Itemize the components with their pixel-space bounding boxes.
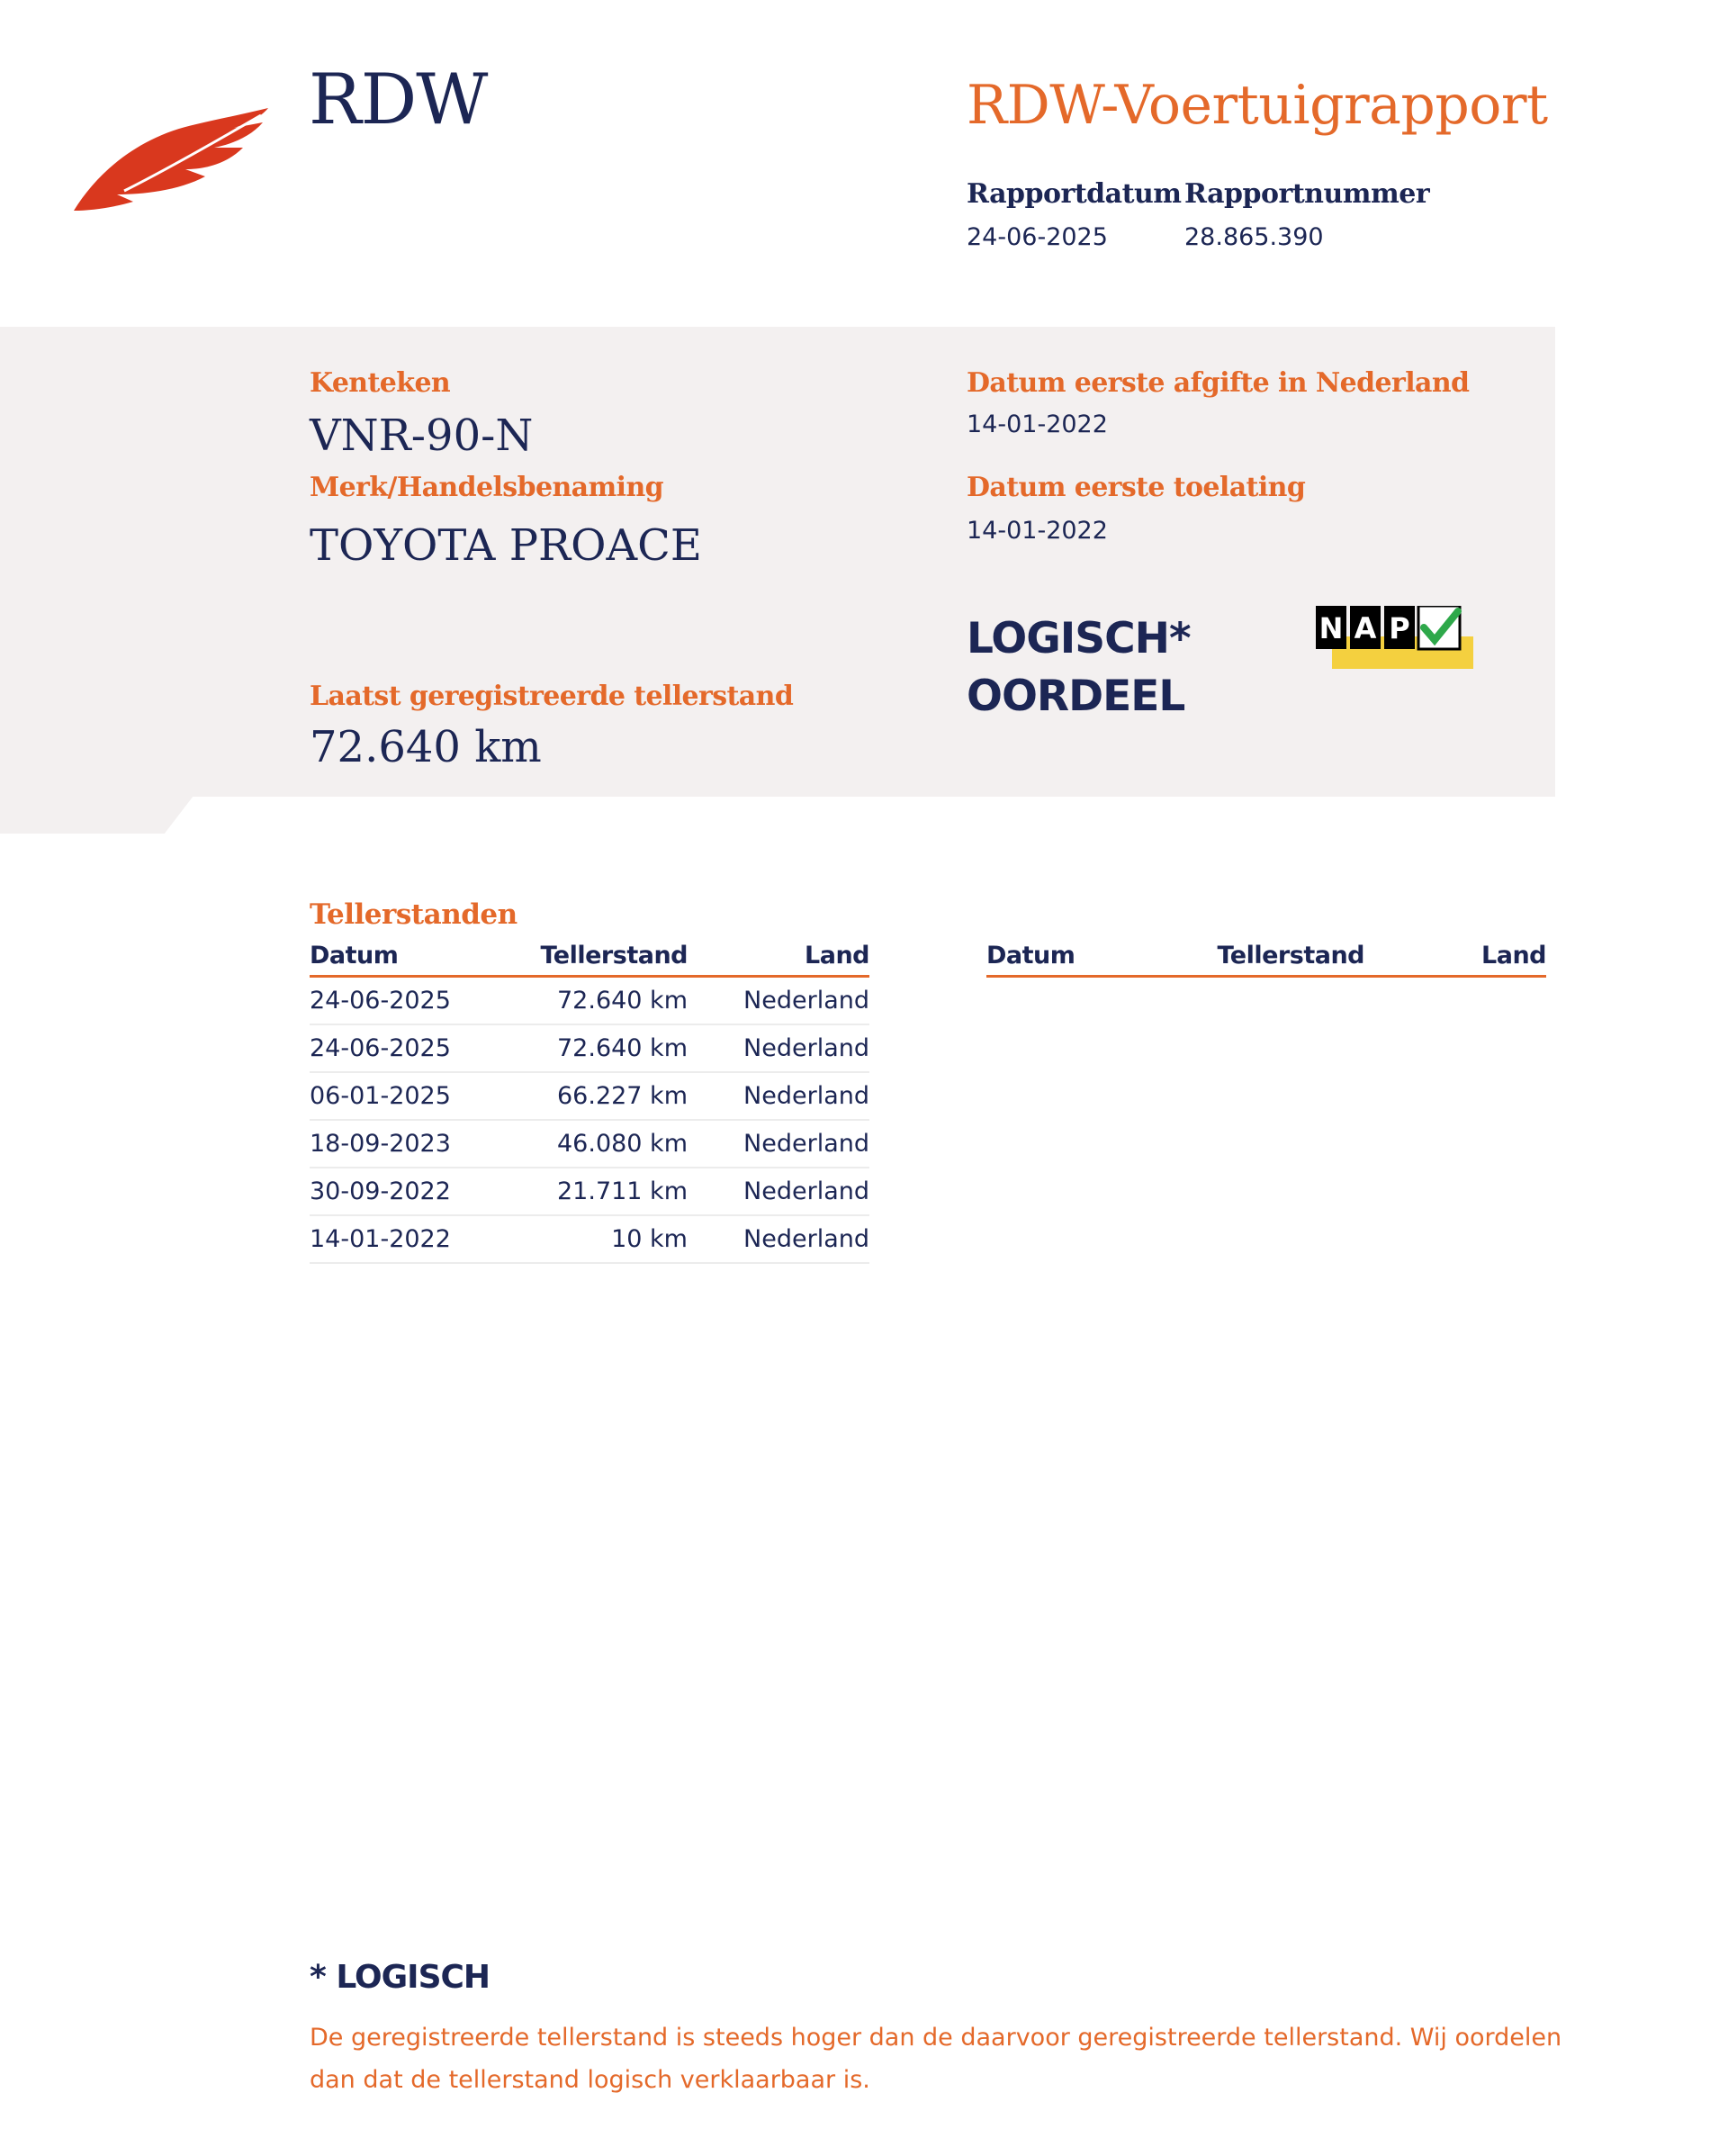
verdict-line2: OORDEEL bbox=[967, 672, 1185, 721]
row-land: Nederland bbox=[688, 977, 869, 1025]
row-land: Nederland bbox=[688, 1215, 869, 1263]
kenteken-label: Kenteken bbox=[310, 367, 451, 399]
report-number-value: 28.865.390 bbox=[1184, 223, 1324, 251]
header-tellerstand: Tellerstand bbox=[1166, 942, 1364, 977]
table-header-row bbox=[310, 942, 869, 977]
row-tellerstand: 66.227 km bbox=[490, 1072, 688, 1120]
afgifte-label: Datum eerste afgifte in Nederland bbox=[967, 367, 1470, 399]
row-land: Nederland bbox=[688, 1168, 869, 1215]
report-title: RDW-Voertuigrapport bbox=[967, 74, 1548, 137]
header-land: Land bbox=[688, 942, 869, 977]
row-tellerstand: 10 km bbox=[490, 1215, 688, 1263]
table-row bbox=[310, 1024, 869, 1072]
table-row bbox=[310, 1072, 869, 1120]
report-number-label: Rapportnummer bbox=[1184, 178, 1430, 210]
row-datum: 24-06-2025 bbox=[310, 1024, 490, 1072]
row-tellerstand: 72.640 km bbox=[490, 977, 688, 1025]
verdict-line1: LOGISCH* bbox=[967, 614, 1191, 663]
row-datum: 30-09-2022 bbox=[310, 1168, 490, 1215]
nap-badge-icon bbox=[1316, 606, 1473, 669]
rdw-logo-icon bbox=[70, 101, 274, 214]
row-datum: 14-01-2022 bbox=[310, 1215, 490, 1263]
row-tellerstand: 21.711 km bbox=[490, 1168, 688, 1215]
tellerstand-value: 72.640 km bbox=[310, 722, 542, 772]
row-tellerstand: 72.640 km bbox=[490, 1024, 688, 1072]
toelating-label: Datum eerste toelating bbox=[967, 472, 1306, 503]
toelating-value: 14-01-2022 bbox=[967, 517, 1108, 545]
tellerstanden-table-right bbox=[986, 942, 1546, 978]
header-land: Land bbox=[1364, 942, 1546, 977]
kenteken-value: VNR-90-N bbox=[310, 410, 534, 461]
tellerstanden-title: Tellerstanden bbox=[310, 898, 518, 931]
table-row bbox=[310, 1120, 869, 1168]
row-datum: 18-09-2023 bbox=[310, 1120, 490, 1168]
merk-value: TOYOTA PROACE bbox=[310, 520, 702, 571]
footnote-text: De geregistreerde tellerstand is steeds hoger dan de daarvoor geregistreerde tellerstand. Wij oordelen dan dat de tellerstand logisch verklaarbaar is. bbox=[310, 2024, 1562, 2094]
table-row bbox=[310, 1215, 869, 1263]
footnote-title: * LOGISCH bbox=[310, 1959, 490, 1996]
nap-letter-a: A bbox=[1354, 611, 1377, 645]
row-datum: 06-01-2025 bbox=[310, 1072, 490, 1120]
row-tellerstand: 46.080 km bbox=[490, 1120, 688, 1168]
merk-label: Merk/Handelsbenaming bbox=[310, 472, 664, 503]
row-datum: 24-06-2025 bbox=[310, 977, 490, 1025]
afgifte-value: 14-01-2022 bbox=[967, 410, 1108, 438]
brand-name: RDW bbox=[309, 59, 488, 140]
tellerstand-label: Laatst geregistreerde tellerstand bbox=[310, 681, 794, 712]
row-land: Nederland bbox=[688, 1024, 869, 1072]
table-header-row bbox=[986, 942, 1546, 977]
row-land: Nederland bbox=[688, 1072, 869, 1120]
header-tellerstand: Tellerstand bbox=[490, 942, 688, 977]
nap-letter-p: P bbox=[1389, 611, 1410, 645]
table-row bbox=[310, 1168, 869, 1215]
row-land: Nederland bbox=[688, 1120, 869, 1168]
header-datum: Datum bbox=[986, 942, 1166, 977]
tellerstanden-table-left bbox=[310, 942, 869, 1264]
panel-tab-decoration bbox=[0, 796, 194, 834]
header-datum: Datum bbox=[310, 942, 490, 977]
table-row bbox=[310, 977, 869, 1025]
report-date-label: Rapportdatum bbox=[967, 178, 1182, 210]
report-date-value: 24-06-2025 bbox=[967, 223, 1108, 251]
nap-letter-n: N bbox=[1318, 611, 1344, 645]
